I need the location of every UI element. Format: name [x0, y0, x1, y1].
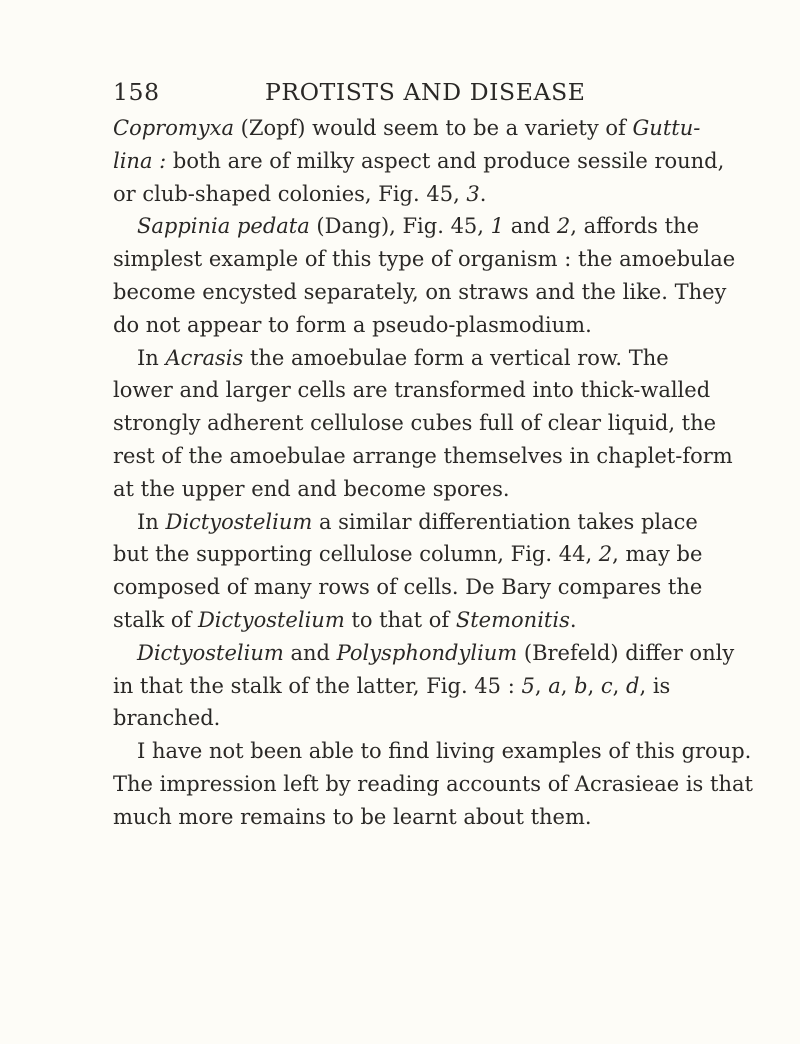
text-run: to that of — [344, 607, 456, 632]
text-line — [113, 768, 753, 801]
text-line — [113, 145, 725, 178]
text-line — [113, 670, 671, 703]
text-line — [113, 801, 658, 834]
text-run: , — [560, 673, 575, 698]
text-line — [113, 178, 658, 211]
text-line — [113, 538, 703, 571]
text-line — [113, 440, 733, 473]
text-line — [113, 112, 701, 145]
text-line — [113, 210, 699, 243]
text-line — [113, 571, 703, 604]
text-run: both are of milky aspect and produce sessile round, — [166, 148, 725, 173]
text-run: , affords the — [570, 214, 699, 239]
italic-text: 5 — [521, 673, 535, 698]
text-line — [113, 243, 736, 276]
text-line — [113, 407, 717, 440]
text-run: , — [612, 673, 627, 698]
text-run: , — [587, 673, 601, 698]
italic-text: a — [548, 673, 561, 698]
text-run: much more remains to be learnt about them. — [113, 804, 592, 829]
text-line — [113, 735, 752, 768]
text-line — [113, 276, 727, 309]
italic-text: 3 — [466, 181, 480, 206]
text-run: become encysted separately, on straws and the like. They — [113, 279, 727, 304]
text-run: (Brefeld) differ only — [517, 640, 735, 665]
text-run: and — [504, 214, 557, 239]
text-line — [113, 506, 698, 539]
text-run: and — [283, 640, 337, 665]
italic-text: Acrasis — [165, 345, 244, 370]
text-run: or club-shaped colonies, Fig. 45, — [113, 181, 467, 206]
italic-text: 2 — [598, 542, 613, 567]
body-text — [113, 112, 753, 834]
page-header — [113, 78, 653, 114]
text-run: , — [534, 673, 549, 698]
text-run: strongly adherent cellulose cubes full of clear liquid, the — [113, 411, 717, 436]
text-run: , is — [639, 673, 671, 698]
running-title: PROTISTS AND DISEASE — [265, 78, 586, 106]
text-run: The impression left by reading accounts of Acrasieae is that — [113, 771, 753, 796]
italic-text: b — [574, 673, 588, 698]
text-line — [113, 604, 658, 637]
italic-text: 2 — [556, 214, 571, 239]
text-run: (Zopf) would seem to be a variety of — [233, 116, 633, 140]
text-run: simplest example of this type of organism : the amoebulae — [113, 247, 736, 272]
italic-text: Stemonitis — [455, 607, 570, 632]
text-line — [113, 374, 711, 407]
italic-text: Guttu- — [632, 116, 701, 140]
italic-text: Dictyostelium — [197, 607, 345, 632]
text-line — [113, 473, 658, 506]
text-line — [113, 309, 658, 342]
italic-text: Polysphondylium — [336, 640, 518, 665]
text-run: In — [137, 345, 166, 370]
text-run: at the upper end and become spores. — [113, 476, 510, 501]
italic-text: Copromyxa — [113, 116, 234, 140]
italic-text: Sappinia pedata — [137, 214, 310, 239]
page-number: 158 — [113, 78, 160, 106]
text-run: but the supporting cellulose column, Fig. 44, — [113, 542, 599, 567]
text-run: , may be — [612, 542, 703, 567]
text-line — [113, 702, 658, 735]
text-run: branched. — [113, 706, 221, 731]
text-run: do not appear to form a pseudo-plasmodium. — [113, 312, 592, 337]
text-run: . — [479, 181, 487, 206]
text-run: I have not been able to find living examples of this group. — [137, 739, 752, 764]
text-run: In — [137, 509, 166, 534]
italic-text: c — [600, 673, 613, 698]
italic-text: d — [626, 673, 640, 698]
text-run: the amoebulae form a vertical row. The — [243, 345, 669, 370]
text-run: (Dang), Fig. 45, — [309, 214, 491, 239]
text-run: in that the stalk of the latter, Fig. 45 : — [113, 673, 522, 698]
italic-text: 1 — [490, 214, 505, 239]
text-run: a similar differentiation takes place — [312, 509, 698, 534]
text-run: stalk of — [113, 607, 198, 632]
italic-text: lina : — [113, 148, 167, 173]
italic-text: Dictyostelium — [137, 640, 284, 665]
text-run: . — [569, 607, 577, 632]
text-run: lower and larger cells are transformed into thick-walled — [113, 378, 711, 403]
italic-text: Dictyostelium — [165, 509, 313, 534]
text-line — [113, 637, 735, 670]
text-run: composed of many rows of cells. De Bary compares the — [113, 575, 703, 600]
text-line — [113, 342, 669, 375]
text-run: rest of the amoebulae arrange themselves in chaplet-form — [113, 443, 733, 468]
